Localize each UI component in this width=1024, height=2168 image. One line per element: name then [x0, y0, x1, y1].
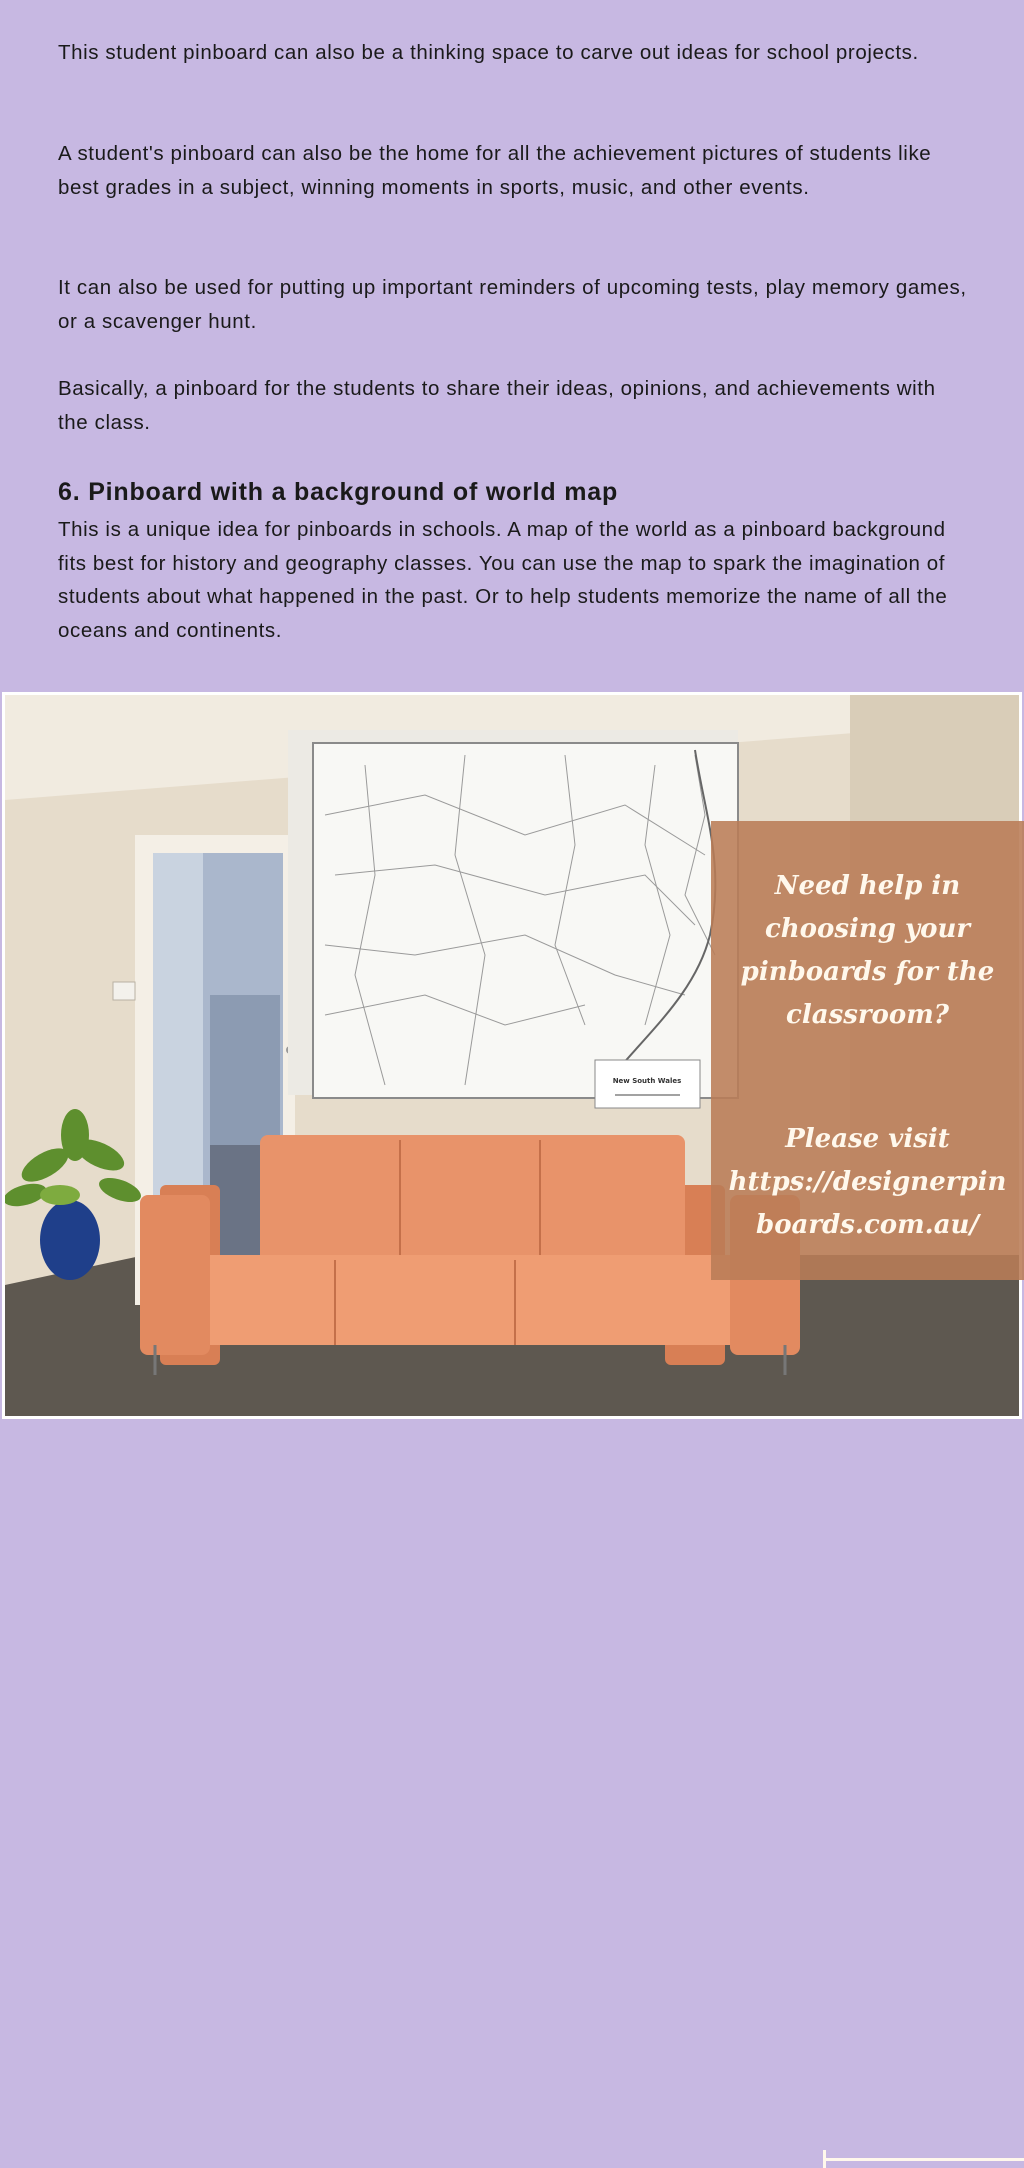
cta-question-line: choosing your — [764, 914, 971, 944]
cta-question-line: Need help in — [774, 871, 961, 901]
cta-visit-link[interactable] — [721, 1118, 1014, 1247]
paragraph-reminders: It can also be used for putting up important reminders of upcoming tests, play memory games, or a scavenger hunt. — [58, 276, 967, 333]
paragraph-achievements: A student's pinboard can also be the home for all the achievement pictures of students like best grades in a subject, winning moments in sports, music, and other events. — [58, 142, 932, 199]
section-body-world-map: This is a unique idea for pinboards in schools. A map of the world as a pinboard background fits best for history and geography classes. You can use the map to spark the imagination of students about what happened in the past. Or to help students memorize the name of all the oceans and continents. — [58, 518, 948, 642]
cta-question-line: classroom? — [786, 1000, 949, 1030]
cta-question-line: pinboards for the — [740, 957, 995, 987]
cta-visit-url-line[interactable]: https://designerpin — [728, 1167, 1007, 1197]
cta-overlay — [711, 821, 1024, 1280]
paragraph-summary: Basically, a pinboard for the students to share their ideas, opinions, and achievements with the class. — [58, 377, 936, 434]
plant-pot — [40, 1200, 100, 1280]
map-legend-title: New South Wales — [612, 1077, 682, 1085]
section-heading-world-map: 6. Pinboard with a background of world map — [58, 478, 619, 506]
cta-visit-url-line[interactable]: boards.com.au/ — [756, 1210, 979, 1240]
thermostat — [113, 982, 135, 1000]
cta-visit-line: Please visit — [785, 1124, 950, 1154]
cta-question — [731, 865, 1004, 1037]
map-board — [313, 743, 738, 1098]
paragraph-thinking-space: This student pinboard can also be a thinking space to carve out ideas for school projects. — [58, 41, 919, 64]
